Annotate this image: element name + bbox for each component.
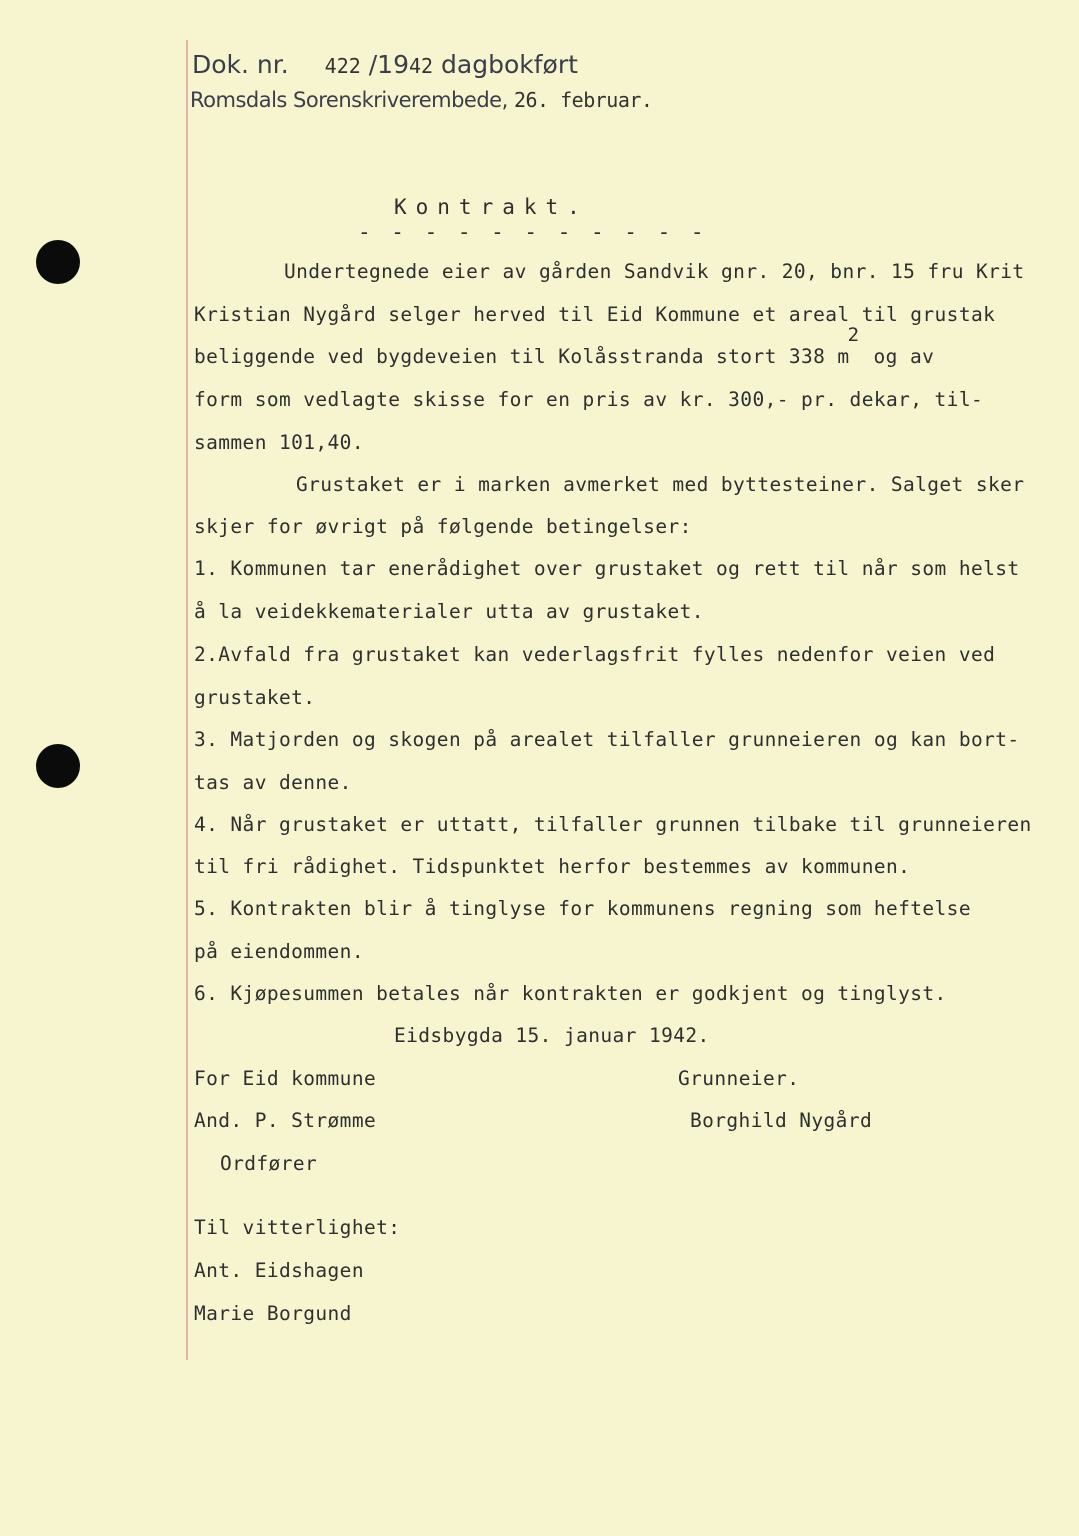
document-title: Kontrakt. bbox=[394, 195, 589, 219]
witness-name: Marie Borgund bbox=[194, 1302, 352, 1325]
registration-date: 26. februar. bbox=[513, 88, 653, 112]
office-name: Romsdals Sorenskriverembede, bbox=[190, 88, 508, 112]
doc-status: dagbokført bbox=[441, 50, 578, 79]
doc-number: 422 bbox=[324, 54, 361, 78]
body-line: på eiendommen. bbox=[194, 940, 364, 963]
left-signature-name: And. P. Strømme bbox=[194, 1109, 377, 1132]
left-signature-label: For Eid kommune bbox=[194, 1067, 377, 1090]
left-signature-title: Ordfører bbox=[220, 1152, 318, 1175]
witness-label: Til vitterlighet: bbox=[194, 1216, 401, 1239]
punch-hole-middle bbox=[36, 744, 80, 788]
body-line: skjer for øvrigt på følgende betingelser: bbox=[194, 515, 692, 538]
body-line: 3. Matjorden og skogen på arealet tilfaller grunneieren og kan bort- bbox=[194, 728, 1020, 751]
body-line-text: beliggende ved bygdeveien til Kolåsstranda stort 338 m bbox=[194, 345, 850, 368]
doc-label: Dok. nr. bbox=[192, 50, 289, 79]
body-line: tas av denne. bbox=[194, 771, 352, 794]
body-line bbox=[194, 324, 935, 368]
place-date: Eidsbygda 15. januar 1942. bbox=[394, 1024, 710, 1047]
margin-rule bbox=[186, 40, 188, 1360]
body-line: form som vedlagte skisse for en pris av kr. 300,- pr. dekar, til- bbox=[194, 388, 984, 411]
body-line: 1. Kommunen tar enerådighet over grustaket og rett til når som helst bbox=[194, 557, 1020, 580]
title-underline: - - - - - - - - - - - bbox=[358, 220, 708, 244]
body-line: til fri rådighet. Tidspunktet herfor bestemmes av kommunen. bbox=[194, 855, 911, 878]
body-line: 5. Kontrakten blir å tinglyse for kommunens regning som heftelse bbox=[194, 897, 971, 920]
body-line: Kristian Nygård selger herved til Eid Kommune et areal til grustak bbox=[194, 303, 996, 326]
body-line: 4. Når grustaket er uttatt, tilfaller grunnen tilbake til grunneieren bbox=[194, 813, 1032, 836]
registration-stamp-line-1 bbox=[192, 50, 578, 79]
right-signature-name: Borghild Nygård bbox=[690, 1109, 873, 1132]
registration-stamp-line-2 bbox=[190, 88, 652, 112]
punch-hole-top bbox=[36, 240, 80, 284]
body-line: 6. Kjøpesummen betales når kontrakten er godkjent og tinglyst. bbox=[194, 982, 947, 1005]
body-line: sammen 101,40. bbox=[194, 431, 364, 454]
area-suffix: og av bbox=[861, 345, 935, 368]
body-line: 2.Avfald fra grustaket kan vederlagsfrit fylles nedenfor veien ved bbox=[194, 643, 996, 666]
area-exponent: 2 bbox=[847, 324, 860, 346]
body-line: Grustaket er i marken avmerket med byttesteiner. Salget sker bbox=[296, 473, 1025, 496]
body-line: å la veidekkematerialer utta av grustaket. bbox=[194, 600, 704, 623]
witness-name: Ant. Eidshagen bbox=[194, 1259, 364, 1282]
doc-year-prefix: /19 bbox=[368, 50, 409, 79]
doc-year-suffix: 42 bbox=[408, 54, 434, 78]
body-line: grustaket. bbox=[194, 686, 316, 709]
right-signature-label: Grunneier. bbox=[678, 1067, 800, 1090]
body-line: Undertegnede eier av gården Sandvik gnr. 20, bnr. 15 fru Krit bbox=[284, 260, 1025, 283]
